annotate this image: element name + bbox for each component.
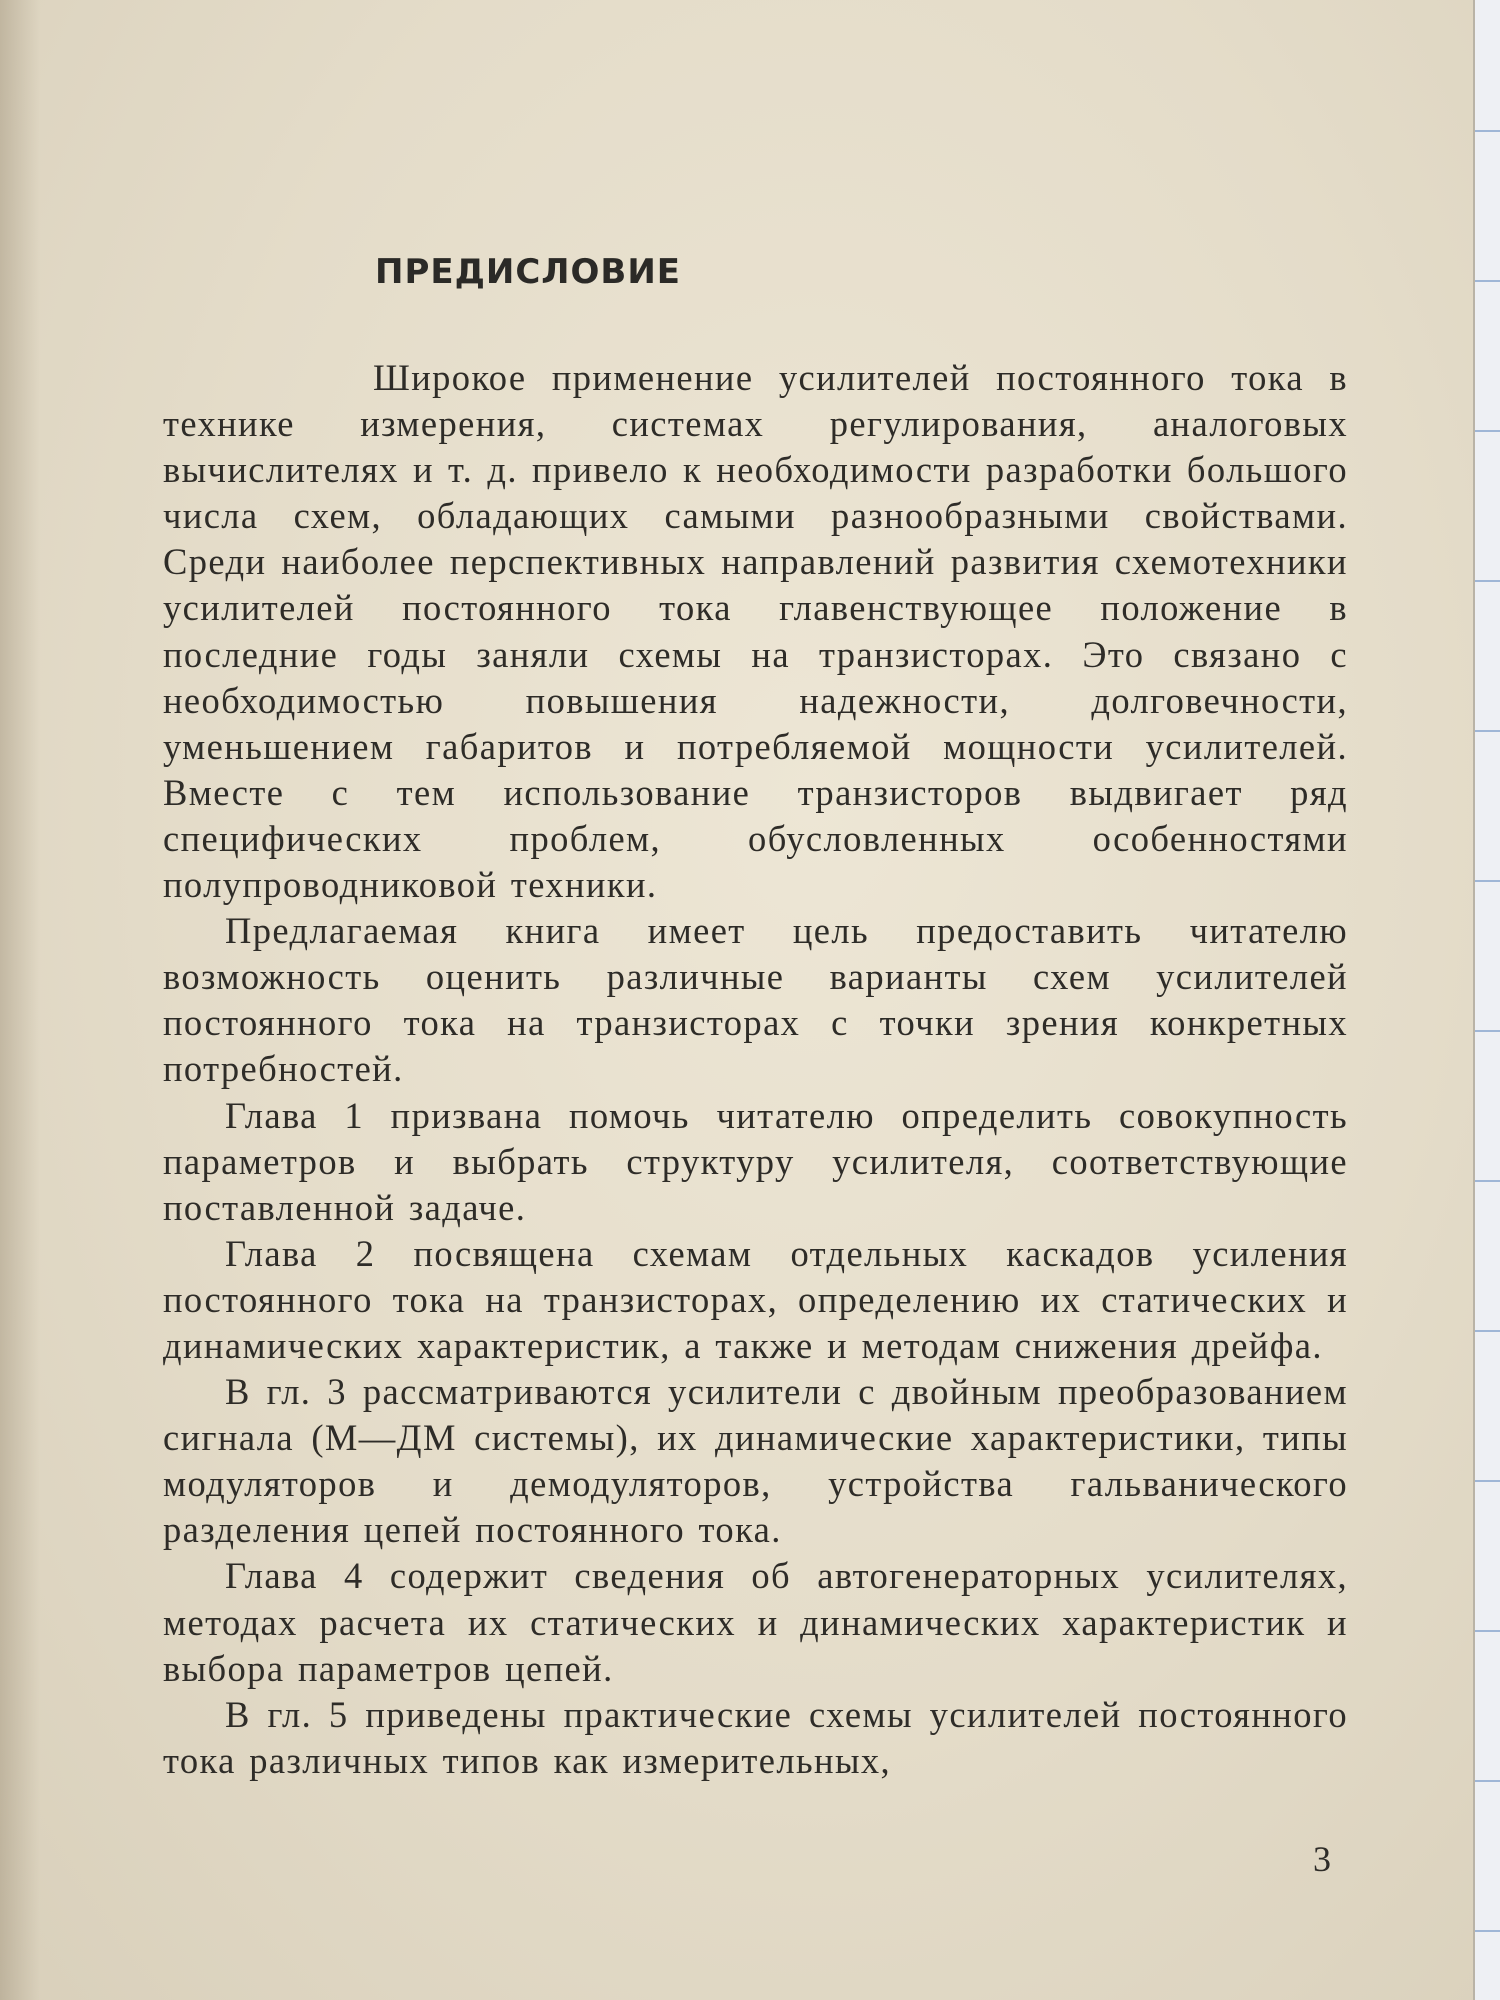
paragraph-3: Глава 1 призвана помочь читателю определить совокупность параметров и выбрать структуру усилителя, соответствующие поставленной задаче.: [163, 1094, 1348, 1228]
page-number: 3: [1313, 1839, 1331, 1879]
paragraph-6: Глава 4 содержит сведения об автогенераторных усилителях, методах расчета их статических и динамических характеристик и выбора параметров цепей.: [163, 1555, 1348, 1689]
paragraph-7: В гл. 5 приведены практические схемы усилителей постоянного тока различных типов как измерительных,: [163, 1693, 1348, 1781]
paragraph-2: Предлагаемая книга имеет цель предоставить читателю возможность оценить различные варианты схем усилителей постоянного тока на транзисторах с точки зрения конкретных потребностей.: [163, 910, 1348, 1090]
ruled-line: [1475, 580, 1500, 582]
body-text: [163, 355, 1348, 1784]
ruled-line: [1475, 1030, 1500, 1032]
page-heading: ПРЕДИСЛОВИЕ: [375, 252, 682, 292]
ruled-line: [1475, 280, 1500, 282]
paragraph-4: Глава 2 посвящена схемам отдельных каскадов усиления постоянного тока на транзисторах, определению их статических и динамических характеристик, а также и методам снижения дрейфа.: [163, 1232, 1348, 1366]
adjacent-page-edge: [1473, 0, 1500, 2000]
ruled-line: [1475, 730, 1500, 732]
ruled-line: [1475, 1330, 1500, 1332]
ruled-line: [1475, 430, 1500, 432]
paragraph-5: В гл. 3 рассматриваются усилители с двойным преобразованием сигнала (М—ДМ системы), их динамические характеристики, типы модуляторов и демодуляторов, устройства гальванического разделения цепей постоянного тока.: [163, 1371, 1348, 1551]
ruled-line: [1475, 1930, 1500, 1932]
ruled-line: [1475, 880, 1500, 882]
ruled-line: [1475, 1780, 1500, 1782]
ruled-line: [1475, 1180, 1500, 1182]
paragraph-1: Широкое применение усилителей постоянного тока в технике измерения, системах регулирования, аналоговых вычислителях и т. д. привело к необходимости разработки большого числа схем, обладающих самыми разнообразными свойствами. Среди наиболее перспективных направлений развития схемотехники усилителей постоянного тока главенствующее положение в последние годы заняли схемы на транзисторах. Это связано с необходимостью повышения надежности, долговечности, уменьшением габаритов и потребляемой мощности усилителей. Вместе с тем использование транзисторов выдвигает ряд специфических проблем, обусловленных особенностями полупроводниковой техники.: [163, 357, 1348, 906]
ruled-line: [1475, 130, 1500, 132]
ruled-line: [1475, 1630, 1500, 1632]
ruled-line: [1475, 1480, 1500, 1482]
